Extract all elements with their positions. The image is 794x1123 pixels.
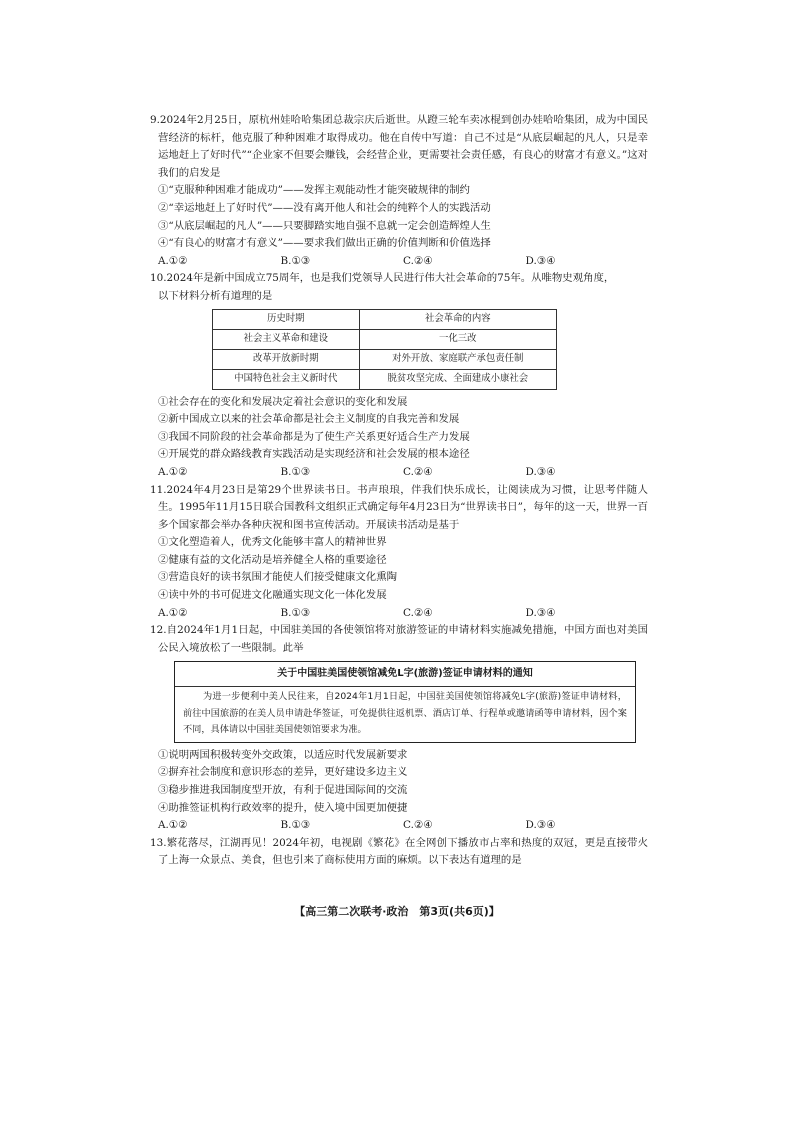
- table-cell: 对外开放、家庭联产承包责任制: [359, 349, 556, 369]
- question-12-option-1: ①说明两国积极转变外交政策，以适应时代发展新要求: [158, 748, 408, 761]
- history-table: [212, 309, 557, 390]
- table-row: [213, 329, 557, 349]
- choice-c: C.②④: [403, 254, 433, 267]
- table-row: [213, 349, 557, 369]
- table-cell: 中国特色社会主义新时代: [213, 369, 360, 389]
- choice-b: B.①③: [280, 606, 311, 619]
- question-12-stem: 12.自2024年1月1日起，中国驻美国的各使领馆将对旅游签证的申请材料实施减免措施，中国方面也对美国公民入境放松了一些限制。此举: [150, 624, 648, 654]
- question-11-option-4: ④读中外的书可促进文化融通实现文化一体化发展: [158, 589, 387, 602]
- question-9: [150, 112, 648, 270]
- question-10-option-3: ③我国不同阶段的社会革命都是为了使生产关系更好适合生产力发展: [158, 430, 470, 443]
- question-10-option-2: ②新中国成立以来的社会革命都是社会主义制度的自我完善和发展: [158, 413, 460, 426]
- notice-body: 为进一步便利中美人民往来，自2024年1月1日起，中国驻美国使领馆将减免L字(旅游)签证申请材料，前往中国旅游的在美人员申请赴华签证，可免提供往返机票、酒店订单、行程单或邀请函等申请材料，因个案不同，具体请以中国驻美国使领馆要求为准。: [183, 691, 627, 736]
- question-12: [150, 622, 648, 835]
- question-10-choices: [150, 464, 648, 482]
- question-9-option-3: ③“从底层崛起的凡人”——只要脚踏实地自强不息就一定会创造辉煌人生: [158, 219, 491, 232]
- choice-a: A.①②: [158, 819, 188, 832]
- question-12-option-4: ④助推签证机构行政效率的提升，使入境中国更加便捷: [158, 801, 408, 814]
- table-row: [213, 369, 557, 389]
- question-10-option-1: ①社会存在的变化和发展决定着社会意识的变化和发展: [158, 395, 408, 408]
- question-11-choices: [150, 605, 648, 623]
- table-header: 社会革命的内容: [359, 309, 556, 329]
- question-11: [150, 482, 648, 623]
- choice-c: C.②④: [403, 606, 433, 619]
- choice-a: A.①②: [158, 254, 188, 267]
- choice-b: B.①③: [280, 254, 311, 267]
- question-10-option-4: ④开展党的群众路线教育实践活动是实现经济和社会发展的根本途径: [158, 448, 470, 461]
- page-footer: 【高三第二次联考·政治 第3页(共6页)】: [294, 905, 500, 918]
- table-cell: 改革开放新时期: [213, 349, 360, 369]
- question-9-choices: [150, 253, 648, 271]
- question-9-option-1: ①“克服种种困难才能成功”——发挥主观能动性才能突破规律的制约: [158, 184, 470, 197]
- choice-d: D.③④: [525, 819, 556, 832]
- choice-d: D.③④: [525, 254, 556, 267]
- table-cell: 一化三改: [359, 329, 556, 349]
- question-area: [150, 112, 648, 870]
- choice-a: A.①②: [158, 465, 188, 478]
- choice-b: B.①③: [280, 465, 311, 478]
- question-12-choices: [150, 817, 648, 835]
- question-9-option-2: ②“幸运地赶上了好时代”——没有离开他人和社会的纯粹个人的实践活动: [158, 201, 491, 214]
- question-13: [150, 835, 648, 870]
- table-header: 历史时期: [213, 309, 360, 329]
- choice-c: C.②④: [403, 465, 433, 478]
- question-9-option-4: ④“有良心的财富才有意义”——要求我们做出正确的价值判断和价值选择: [158, 237, 491, 250]
- question-9-stem: 9.2024年2月25日，原杭州娃哈哈集团总裁宗庆后逝世。从蹬三轮车卖冰棍到创办娃哈哈集团，成为中国民营经济的标杆，他克服了种种困难才取得成功。他在自传中写道：自己不过是“从底层崛起的凡人，只是幸运地赶上了好时代”“企业家不但要会赚钱，会经营企业，更需要社会责任感，有良心的财富才有意义。”这对我们的启发是: [150, 114, 648, 179]
- choice-d: D.③④: [525, 606, 556, 619]
- table-header-row: [213, 309, 557, 329]
- question-11-option-2: ②健康有益的文化活动是培养健全人格的重要途径: [158, 553, 387, 566]
- question-11-option-1: ①文化塑造着人，优秀文化能够丰富人的精神世界: [158, 536, 387, 549]
- question-10-stem-continued: 以下材料分析有道理的是: [158, 289, 273, 302]
- question-11-stem: 11.2024年4月23日是第29个世界读书日。书声琅琅，伴我们快乐成长，让阅读成为习惯，让思考伴随人生。1995年11月15日联合国教科文组织正式确定每年4月23日为“世界读书日”，每年的这一天，世界一百多个国家都会举办各种庆祝和图书宣传活动。开展读书活动是基于: [150, 483, 648, 531]
- table-cell: 脱贫攻坚完成、全面建成小康社会: [359, 369, 556, 389]
- question-11-option-3: ③营造良好的读书氛围才能使人们接受健康文化熏陶: [158, 571, 397, 584]
- choice-b: B.①③: [280, 819, 311, 832]
- question-10: [150, 270, 648, 481]
- question-13-stem: 13.繁花落尽，江湖再见！2024年初，电视剧《繁花》在全网创下播放市占率和热度的双冠，更是直接带火了上海一众景点、美食，但也引来了商标使用方面的麻烦。以下表达有道理的是: [150, 836, 648, 867]
- table-cell: 社会主义革命和建设: [213, 329, 360, 349]
- question-10-stem: 10.2024年是新中国成立75周年，也是我们党领导人民进行伟大社会革命的75年。从唯物史观角度，: [150, 272, 615, 285]
- visa-notice-box: [174, 661, 636, 742]
- choice-c: C.②④: [403, 819, 433, 832]
- choice-a: A.①②: [158, 606, 188, 619]
- notice-title: 关于中国驻美国使领馆减免L字(旅游)签证申请材料的通知: [175, 662, 635, 687]
- question-12-option-2: ②摒弃社会制度和意识形态的差异，更好建设多边主义: [158, 766, 408, 779]
- choice-d: D.③④: [525, 465, 556, 478]
- question-12-option-3: ③稳步推进我国制度型开放，有利于促进国际间的交流: [158, 784, 408, 796]
